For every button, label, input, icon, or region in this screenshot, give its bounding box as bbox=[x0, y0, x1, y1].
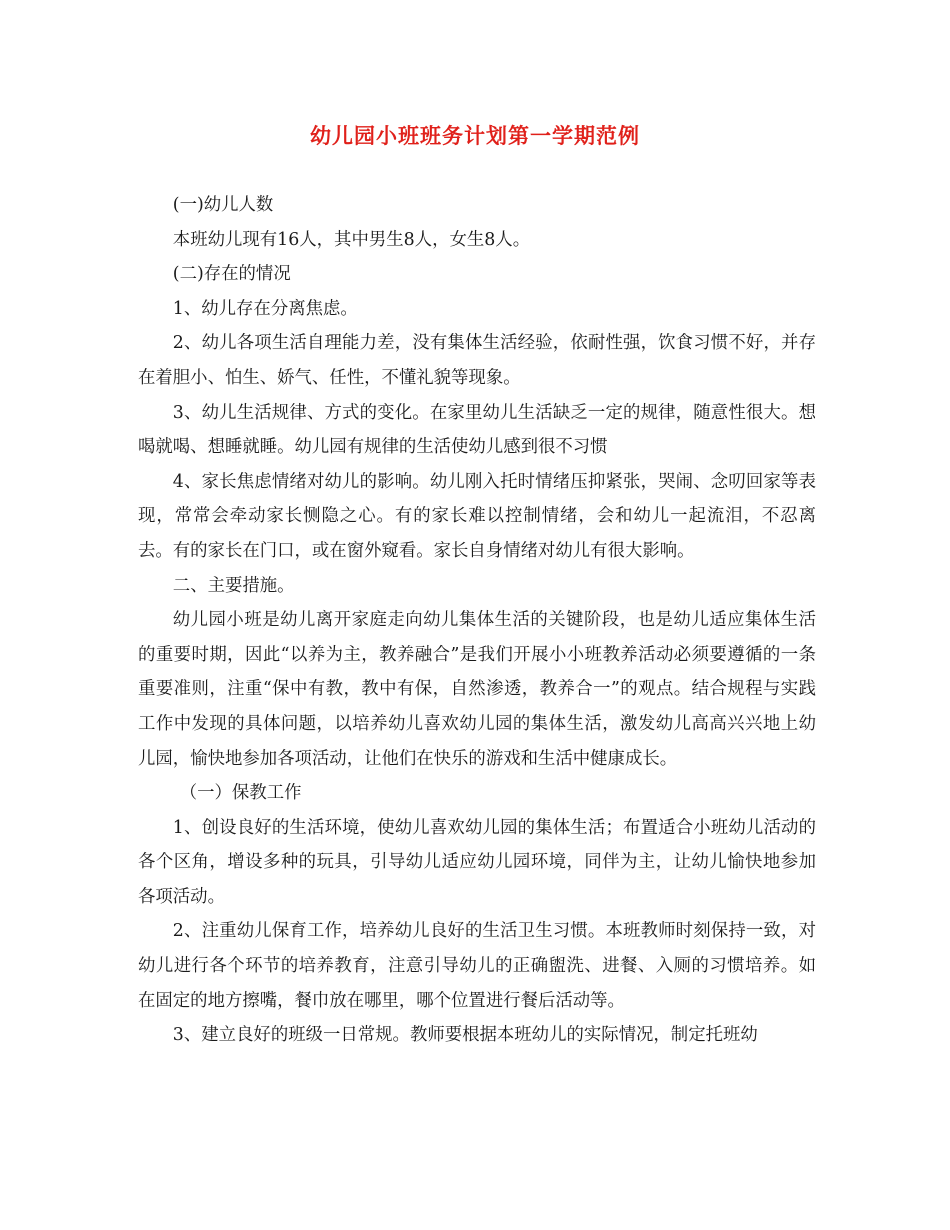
paragraph: (二)存在的情况 bbox=[172, 264, 291, 285]
paragraph: 本班幼儿现有16人，其中男生8人，女生8人。 bbox=[172, 229, 531, 250]
paragraph: 4、家长焦虑情绪对幼儿的影响。幼儿刚入托时情绪压抑紧张，哭闹、念叨回家等表现，常常会牵动家长恻隐之心。有的家长难以控制情绪，会和幼儿一起流泪，不忍离去。有的家长在门口，或在窗外窥看。家长自身情绪对幼儿有很大影响。 bbox=[138, 471, 816, 561]
paragraph: 二、主要措施。 bbox=[172, 575, 295, 596]
paragraph: 幼儿园小班是幼儿离开家庭走向幼儿集体生活的关键阶段，也是幼儿适应集体生活的重要时期，因此“以养为主，教养融合”是我们开展小小班教养活动必须要遵循的一条重要准则，注重“保中有教，教中有保，自然渗透，教养合一”的观点。结合规程与实践工作中发现的具体问题，以培养幼儿喜欢幼儿园的集体生活，激发幼儿高高兴兴地上幼儿园，愉快地参加各项活动，让他们在快乐的游戏和生活中健康成长。 bbox=[138, 610, 816, 769]
document-body bbox=[138, 188, 816, 1053]
paragraph: 2、注重幼儿保育工作，培养幼儿良好的生活卫生习惯。本班教师时刻保持一致，对幼儿进行各个环节的培养教育，注意引导幼儿的正确盥洗、进餐、入厕的习惯培养。如在固定的地方擦嘴，餐巾放在哪里，哪个位置进行餐后活动等。 bbox=[138, 921, 816, 1011]
paragraph: 3、建立良好的班级一日常规。教师要根据本班幼儿的实际情况，制定托班幼 bbox=[172, 1025, 758, 1046]
paragraph: (一)幼儿人数 bbox=[172, 195, 274, 215]
paragraph: 3、幼儿生活规律、方式的变化。在家里幼儿生活缺乏一定的规律，随意性很大。想喝就喝、想睡就睡。幼儿园有规律的生活使幼儿感到很不习惯 bbox=[138, 402, 816, 458]
document-title: 幼儿园小班班务计划第一学期范例 bbox=[310, 123, 640, 148]
paragraph: 1、幼儿存在分离焦虑。 bbox=[172, 298, 358, 319]
paragraph: 2、幼儿各项生活自理能力差，没有集体生活经验，依耐性强，饮食习惯不好，并存在着胆小、怕生、娇气、任性，不懂礼貌等现象。 bbox=[138, 333, 816, 388]
paragraph: （一）保教工作 bbox=[179, 783, 302, 804]
paragraph: 1、创设良好的生活环境，使幼儿喜欢幼儿园的集体生活；布置适合小班幼儿活动的各个区角，增设多种的玩具，引导幼儿适应幼儿园环境，同伴为主，让幼儿愉快地参加各项活动。 bbox=[138, 817, 816, 907]
